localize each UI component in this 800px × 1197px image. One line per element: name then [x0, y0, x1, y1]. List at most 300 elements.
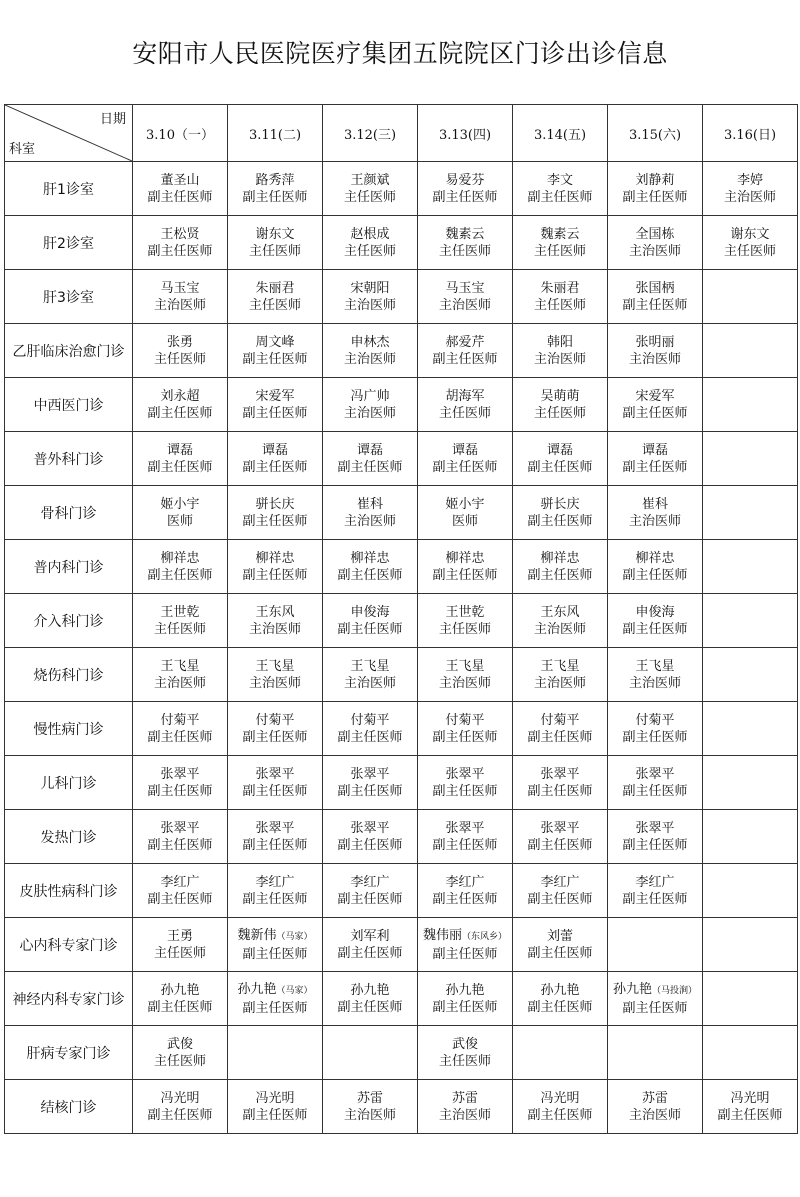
doctor-name: [418, 442, 512, 459]
doctor-cell: [418, 648, 513, 702]
doctor-cell: [513, 324, 608, 378]
doctor-cell: [323, 432, 418, 486]
doctor-name-text: 刘静莉: [635, 172, 675, 188]
doctor-title: 副主任医师: [147, 837, 213, 853]
doctor-title: 副主任医师: [242, 1000, 308, 1016]
doctor-name-text: 李文: [546, 172, 573, 188]
doctor-cell: [228, 216, 323, 270]
doctor-cell: [323, 756, 418, 810]
doctor-title: 主任医师: [533, 297, 586, 313]
doctor-title: 副主任医师: [432, 999, 498, 1015]
doctor-cell: [703, 972, 798, 1026]
table-row: [5, 594, 798, 648]
doctor-title: 副主任医师: [432, 946, 498, 962]
doctor-cell: [418, 432, 513, 486]
doctor-name-text: 赵根成: [350, 226, 390, 242]
doctor-name: [133, 1090, 227, 1107]
doctor-name: [228, 981, 322, 1000]
doctor-title: 主治医师: [533, 621, 586, 637]
table-row: [5, 756, 798, 810]
doctor-title: 副主任医师: [242, 459, 308, 475]
doctor-cell: [513, 756, 608, 810]
doctor-name: [323, 172, 417, 189]
doctor-name: [323, 604, 417, 621]
doctor-name-text: 王世乾: [445, 604, 485, 620]
header-row: [5, 105, 798, 162]
doctor-name-text: 崔科: [641, 496, 668, 512]
doctor-name-text: 宋爱军: [255, 388, 295, 404]
doctor-name: [133, 442, 227, 459]
doctor-cell: [703, 756, 798, 810]
doctor-name-text: 谭磊: [451, 442, 478, 458]
doctor-name-text: 周文峰: [255, 334, 295, 350]
doctor-title: 副主任医师: [147, 999, 213, 1015]
doctor-title: 副主任医师: [432, 783, 498, 799]
doctor-name: [608, 604, 702, 621]
doctor-title: 副主任医师: [622, 729, 688, 745]
doctor-cell: [703, 648, 798, 702]
doctor-cell: [608, 486, 703, 540]
doctor-name-text: 孙九艳: [612, 981, 652, 997]
doctor-title: 副主任医师: [622, 567, 688, 583]
doctor-cell: [608, 1080, 703, 1134]
table-row: [5, 810, 798, 864]
doctor-name: [608, 874, 702, 891]
doctor-name-text: 李红广: [540, 874, 580, 890]
doctor-name-text: 张翠平: [350, 820, 390, 836]
doctor-cell: [608, 1026, 703, 1080]
doctor-cell: [133, 972, 228, 1026]
doctor-cell: [513, 216, 608, 270]
doctor-name: [608, 712, 702, 729]
doctor-cell: [133, 432, 228, 486]
doctor-name-text: 王飞星: [540, 658, 580, 674]
doctor-title: 主任医师: [153, 351, 206, 367]
doctor-title: 副主任医师: [337, 945, 403, 961]
doctor-name: [133, 550, 227, 567]
doctor-cell: [133, 216, 228, 270]
doctor-cell: [418, 918, 513, 972]
doctor-title: 副主任医师: [147, 189, 213, 205]
doctor-cell: [703, 918, 798, 972]
doctor-name-text: 张翠平: [160, 820, 200, 836]
doctor-name: [418, 334, 512, 351]
doctor-cell: [513, 378, 608, 432]
schedule-table: [4, 104, 798, 1134]
doctor-name: [323, 550, 417, 567]
doctor-name: [608, 496, 702, 513]
doctor-title: 副主任医师: [242, 567, 308, 583]
doctor-title: 主治医师: [343, 675, 396, 691]
doctor-cell: [418, 378, 513, 432]
doctor-name-text: 王飞星: [255, 658, 295, 674]
doctor-title: 主治医师: [153, 675, 206, 691]
date-header-2: 3.12(三): [323, 105, 418, 162]
doctor-name-text: 魏新伟: [237, 927, 277, 943]
doctor-name: [703, 226, 797, 243]
location-note: （马投涧）: [652, 985, 698, 996]
doctor-name-text: 吴萌萌: [540, 388, 580, 404]
doctor-cell: [608, 972, 703, 1026]
doctor-cell: [703, 432, 798, 486]
doctor-name-text: 柳祥忠: [160, 550, 200, 566]
doctor-name-text: 冯光明: [540, 1090, 580, 1106]
doctor-cell: [228, 594, 323, 648]
doctor-name: [703, 172, 797, 189]
doctor-name-text: 刘永超: [160, 388, 200, 404]
doctor-cell: [133, 702, 228, 756]
doctor-cell: [418, 540, 513, 594]
doctor-name: [133, 388, 227, 405]
doctor-name-text: 柳祥忠: [445, 550, 485, 566]
doctor-cell: [228, 648, 323, 702]
doctor-name-text: 孙九艳: [445, 982, 485, 998]
table-row: [5, 1080, 798, 1134]
doctor-name: [703, 1090, 797, 1107]
doctor-title: 主治医师: [153, 297, 206, 313]
doctor-cell: [133, 864, 228, 918]
department-cell: 中西医门诊: [5, 378, 133, 432]
doctor-cell: [228, 540, 323, 594]
doctor-title: 副主任医师: [337, 891, 403, 907]
doctor-name: [323, 982, 417, 999]
doctor-name: [608, 280, 702, 297]
doctor-cell: [133, 270, 228, 324]
doctor-name: [228, 226, 322, 243]
doctor-name-text: 马玉宝: [160, 280, 200, 296]
doctor-name: [513, 442, 607, 459]
doctor-name: [228, 604, 322, 621]
doctor-name: [418, 1036, 512, 1053]
doctor-name-text: 王松贤: [160, 226, 200, 242]
doctor-name: [608, 388, 702, 405]
doctor-cell: [418, 162, 513, 216]
doctor-cell: [513, 540, 608, 594]
doctor-cell: [228, 972, 323, 1026]
doctor-title: 副主任医师: [622, 621, 688, 637]
location-note: （马家）: [276, 985, 313, 996]
doctor-name-text: 柳祥忠: [350, 550, 390, 566]
doctor-title: 主治医师: [343, 513, 396, 529]
doctor-name-text: 张翠平: [540, 820, 580, 836]
doctor-title: 副主任医师: [432, 891, 498, 907]
doctor-title: 副主任医师: [622, 837, 688, 853]
doctor-title: 副主任医师: [527, 945, 593, 961]
doctor-cell: [228, 432, 323, 486]
doctor-title: 主治医师: [628, 351, 681, 367]
date-header-1: 3.11(二): [228, 105, 323, 162]
doctor-name-text: 申俊海: [635, 604, 675, 620]
doctor-title: 主治医师: [438, 297, 491, 313]
doctor-cell: [228, 378, 323, 432]
table-row: [5, 972, 798, 1026]
doctor-cell: [703, 270, 798, 324]
doctor-name: [323, 820, 417, 837]
doctor-cell: [418, 270, 513, 324]
doctor-cell: [418, 810, 513, 864]
doctor-name-text: 董圣山: [160, 172, 200, 188]
doctor-cell: [608, 810, 703, 864]
doctor-title: 主治医师: [438, 675, 491, 691]
doctor-name-text: 冯光明: [160, 1090, 200, 1106]
corner-dept-label: 科室: [9, 142, 36, 157]
doctor-cell: [703, 162, 798, 216]
doctor-name-text: 张翠平: [160, 766, 200, 782]
doctor-title: 副主任医师: [242, 946, 308, 962]
doctor-title: 副主任医师: [147, 1107, 213, 1123]
doctor-title: 副主任医师: [147, 783, 213, 799]
doctor-name-text: 孙九艳: [540, 982, 580, 998]
doctor-name: [418, 874, 512, 891]
doctor-name-text: 武俊: [166, 1036, 193, 1052]
department-cell: 皮肤性病科门诊: [5, 864, 133, 918]
doctor-title: 副主任医师: [527, 567, 593, 583]
department-cell: 乙肝临床治愈门诊: [5, 324, 133, 378]
doctor-name: [323, 928, 417, 945]
doctor-name: [418, 496, 512, 513]
doctor-name: [323, 874, 417, 891]
doctor-title: 副主任医师: [527, 999, 593, 1015]
location-note: （东风乡）: [462, 931, 508, 942]
doctor-name: [133, 820, 227, 837]
doctor-title: 主任医师: [343, 189, 396, 205]
doctor-cell: [228, 1026, 323, 1080]
department-cell: 发热门诊: [5, 810, 133, 864]
doctor-name: [418, 604, 512, 621]
doctor-name: [513, 334, 607, 351]
doctor-cell: [513, 810, 608, 864]
doctor-title: 主治医师: [628, 1107, 681, 1123]
doctor-title: 副主任医师: [527, 729, 593, 745]
doctor-name: [228, 927, 322, 946]
doctor-cell: [228, 270, 323, 324]
doctor-title: 副主任医师: [242, 891, 308, 907]
doctor-name-text: 付菊平: [635, 712, 675, 728]
doctor-name: [513, 712, 607, 729]
doctor-name-text: 王东风: [540, 604, 580, 620]
doctor-title: 主任医师: [438, 243, 491, 259]
doctor-name-text: 刘蕾: [546, 928, 573, 944]
doctor-title: 副主任医师: [242, 351, 308, 367]
doctor-name: [133, 280, 227, 297]
doctor-cell: [323, 324, 418, 378]
doctor-name-text: 张翠平: [635, 820, 675, 836]
doctor-cell: [608, 756, 703, 810]
doctor-cell: [608, 270, 703, 324]
doctor-name-text: 姬小宇: [445, 496, 485, 512]
doctor-cell: [418, 702, 513, 756]
doctor-name: [513, 226, 607, 243]
doctor-name: [608, 766, 702, 783]
doctor-title: 副主任医师: [622, 405, 688, 421]
doctor-cell: [133, 1026, 228, 1080]
doctor-cell: [323, 1026, 418, 1080]
doctor-title: 主任医师: [153, 1053, 206, 1069]
doctor-cell: [323, 918, 418, 972]
doctor-cell: [513, 270, 608, 324]
doctor-cell: [608, 918, 703, 972]
doctor-name-text: 李红广: [255, 874, 295, 890]
doctor-name: [608, 820, 702, 837]
doctor-cell: [133, 648, 228, 702]
doctor-cell: [133, 1080, 228, 1134]
doctor-name-text: 王飞星: [350, 658, 390, 674]
doctor-title: 副主任医师: [147, 729, 213, 745]
doctor-cell: [608, 216, 703, 270]
doctor-name-text: 王东风: [255, 604, 295, 620]
doctor-name-text: 孙九艳: [237, 981, 277, 997]
doctor-cell: [703, 1080, 798, 1134]
doctor-name: [608, 981, 702, 1000]
doctor-cell: [418, 324, 513, 378]
date-header-0: 3.10（一）: [133, 105, 228, 162]
doctor-name: [608, 1090, 702, 1107]
doctor-cell: [323, 648, 418, 702]
doctor-name-text: 魏素云: [445, 226, 485, 242]
doctor-title: 副主任医师: [337, 999, 403, 1015]
doctor-name: [323, 712, 417, 729]
doctor-name-text: 付菊平: [160, 712, 200, 728]
doctor-name: [323, 334, 417, 351]
doctor-name-text: 魏伟丽: [422, 927, 462, 943]
doctor-name-text: 王颜斌: [350, 172, 390, 188]
doctor-name-text: 李红广: [445, 874, 485, 890]
doctor-cell: [418, 1080, 513, 1134]
doctor-cell: [418, 756, 513, 810]
doctor-name: [323, 766, 417, 783]
location-note: （马家）: [276, 931, 313, 942]
doctor-title: 副主任医师: [337, 567, 403, 583]
doctor-name-text: 张翠平: [255, 766, 295, 782]
doctor-name-text: 朱丽君: [540, 280, 580, 296]
doctor-name: [513, 928, 607, 945]
doctor-name-text: 柳祥忠: [540, 550, 580, 566]
doctor-title: 副主任医师: [147, 891, 213, 907]
doctor-name: [513, 280, 607, 297]
table-row: [5, 270, 798, 324]
table-row: [5, 162, 798, 216]
doctor-name-text: 王飞星: [635, 658, 675, 674]
doctor-title: 主任医师: [153, 621, 206, 637]
doctor-cell: [228, 162, 323, 216]
doctor-cell: [228, 864, 323, 918]
doctor-cell: [323, 270, 418, 324]
doctor-cell: [703, 324, 798, 378]
date-header-6: 3.16(日): [703, 105, 798, 162]
doctor-cell: [703, 1026, 798, 1080]
doctor-name-text: 付菊平: [255, 712, 295, 728]
doctor-name-text: 宋朝阳: [350, 280, 390, 296]
doctor-title: 副主任医师: [527, 459, 593, 475]
doctor-name-text: 张翠平: [350, 766, 390, 782]
doctor-cell: [608, 432, 703, 486]
table-row: [5, 216, 798, 270]
doctor-name: [608, 226, 702, 243]
table-row: [5, 864, 798, 918]
doctor-name-text: 苏雷: [641, 1090, 668, 1106]
doctor-name-text: 王飞星: [160, 658, 200, 674]
doctor-title: 主治医师: [248, 621, 301, 637]
doctor-cell: [228, 918, 323, 972]
doctor-cell: [133, 540, 228, 594]
doctor-name: [228, 496, 322, 513]
doctor-name-text: 骈长庆: [255, 496, 295, 512]
table-row: [5, 648, 798, 702]
doctor-name: [418, 388, 512, 405]
doctor-name: [323, 442, 417, 459]
date-header-3: 3.13(四): [418, 105, 513, 162]
doctor-name: [418, 1090, 512, 1107]
doctor-name-text: 谭磊: [166, 442, 193, 458]
doctor-title: 主任医师: [248, 297, 301, 313]
doctor-title: 主治医师: [343, 297, 396, 313]
doctor-name: [228, 820, 322, 837]
doctor-name: [133, 766, 227, 783]
doctor-title: 副主任医师: [527, 837, 593, 853]
doctor-title: 副主任医师: [242, 1107, 308, 1123]
doctor-name-text: 张翠平: [255, 820, 295, 836]
department-cell: 普内科门诊: [5, 540, 133, 594]
doctor-name: [228, 388, 322, 405]
doctor-name: [228, 874, 322, 891]
doctor-title: 副主任医师: [147, 567, 213, 583]
doctor-title: 主治医师: [723, 189, 776, 205]
doctor-cell: [323, 162, 418, 216]
doctor-cell: [228, 810, 323, 864]
doctor-cell: [323, 216, 418, 270]
doctor-cell: [228, 1080, 323, 1134]
doctor-title: 副主任医师: [242, 189, 308, 205]
doctor-name-text: 王世乾: [160, 604, 200, 620]
doctor-title: 副主任医师: [622, 459, 688, 475]
table-row: [5, 1026, 798, 1080]
table-row: [5, 702, 798, 756]
doctor-cell: [608, 702, 703, 756]
doctor-title: 主治医师: [628, 243, 681, 259]
doctor-cell: [418, 1026, 513, 1080]
doctor-name: [608, 334, 702, 351]
doctor-name-text: 路秀萍: [255, 172, 295, 188]
department-cell: 烧伤科门诊: [5, 648, 133, 702]
doctor-name: [228, 442, 322, 459]
doctor-name: [323, 1090, 417, 1107]
doctor-title: 副主任医师: [527, 1107, 593, 1123]
doctor-cell: [608, 162, 703, 216]
doctor-name: [418, 226, 512, 243]
doctor-name-text: 郝爱芹: [445, 334, 485, 350]
doctor-cell: [418, 216, 513, 270]
doctor-cell: [703, 486, 798, 540]
doctor-name: [133, 982, 227, 999]
doctor-title: 医师: [166, 513, 193, 529]
doctor-name: [133, 172, 227, 189]
doctor-cell: [133, 594, 228, 648]
doctor-name-text: 刘军利: [350, 928, 390, 944]
department-cell: 结核门诊: [5, 1080, 133, 1134]
doctor-cell: [513, 162, 608, 216]
doctor-name-text: 谢东文: [730, 226, 770, 242]
doctor-name: [513, 496, 607, 513]
department-cell: 骨科门诊: [5, 486, 133, 540]
doctor-cell: [228, 486, 323, 540]
doctor-name-text: 张翠平: [540, 766, 580, 782]
department-cell: 神经内科专家门诊: [5, 972, 133, 1026]
doctor-name: [418, 927, 512, 946]
doctor-name-text: 张明丽: [635, 334, 675, 350]
doctor-name-text: 王飞星: [445, 658, 485, 674]
doctor-name: [133, 874, 227, 891]
date-header-5: 3.15(六): [608, 105, 703, 162]
